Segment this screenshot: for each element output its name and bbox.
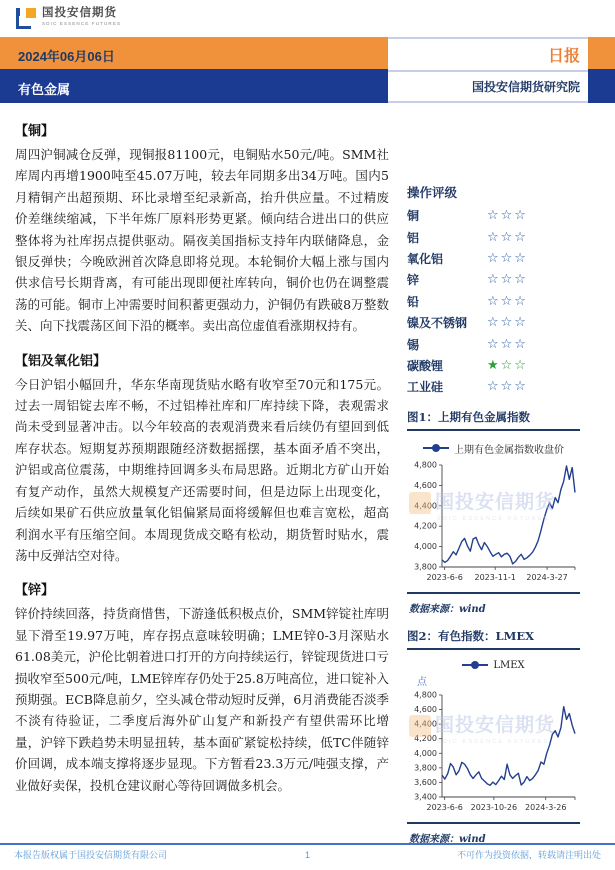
company-name-en: SDIC ESSENCE FUTURES xyxy=(42,20,122,26)
header-box xyxy=(388,37,588,103)
svg-text:3,800: 3,800 xyxy=(414,562,437,572)
svg-text:4,400: 4,400 xyxy=(414,719,437,729)
footer-disclaimer: 不可作为投资依据，转载请注明出处 xyxy=(456,850,601,860)
section-heading: 【铜】 xyxy=(15,124,55,139)
rating-row xyxy=(407,226,580,247)
y-axis-unit: 点 xyxy=(417,676,427,688)
star-rating-icons: ☆☆☆ xyxy=(487,315,528,331)
section-body: 周四沪铜减仓反弹，现铜报81100元，电铜贴水50元/吨。SMM社库周内再增1900吨至45.07万吨，较去年同期多出34万吨。国内5月精铜产出超预期、环比录增至纪录新高，抬升供应量。不过精废价差继续缩减，下半年炼厂原料形势更紧。倾向结合进出口的供应整体将为社库拐点提供驱动。隔夜美国指标支持年内联储降息，金银反弹快；今晚欧洲首次降息即将兑现。本轮铜价大幅上涨与国内供求信号长期背离，有可能出现即便社库转向，铜价也仍在调整震荡的可能。铜市上冲需要时间积蓄更强动力，沪铜仍有跌破8万整数关、向下找震荡区间下沿的概率。卖出高位虚值看涨期权持有。 xyxy=(15,147,389,334)
line-chart xyxy=(407,458,580,592)
legend-line-icon xyxy=(423,447,449,449)
commentary-column xyxy=(15,120,389,796)
report-date: 2024年06月06日 xyxy=(18,49,115,64)
rating-row xyxy=(407,312,580,333)
report-type: 日报 xyxy=(547,48,580,65)
figures-area xyxy=(407,409,580,847)
watermark-text: 国投安信期货 xyxy=(435,715,556,737)
svg-text:3,600: 3,600 xyxy=(414,777,437,787)
legend-dot-icon xyxy=(471,661,479,669)
figure xyxy=(407,628,580,847)
rating-row xyxy=(407,376,580,397)
rating-item-name: 锌 xyxy=(407,273,420,288)
company-logo xyxy=(16,8,121,29)
legend-dot-icon xyxy=(432,444,440,452)
svg-text:2023-10-26: 2023-10-26 xyxy=(470,802,518,812)
rating-row xyxy=(407,291,580,312)
star-rating-icons: ☆☆☆ xyxy=(487,250,528,266)
figure-title: 图1：上期有色金属指数 xyxy=(407,409,531,424)
rating-item-name: 铜 xyxy=(407,209,420,224)
star-rating-icons: ☆☆☆ xyxy=(487,229,528,245)
sidebar-column xyxy=(407,183,580,847)
rating-row xyxy=(407,269,580,290)
chart-series-line xyxy=(442,706,575,785)
ratings-panel xyxy=(407,183,580,398)
svg-text:2023-11-1: 2023-11-1 xyxy=(474,572,516,582)
top-strip xyxy=(0,0,615,37)
star-rating-icons: ☆☆☆ xyxy=(487,293,528,309)
star-rating-icons: ☆☆☆ xyxy=(487,272,528,288)
section-heading: 【锌】 xyxy=(15,583,55,599)
data-source: 数据来源：wind xyxy=(409,603,486,615)
page-number: 1 xyxy=(304,849,311,860)
rating-item-name: 锡 xyxy=(407,337,420,352)
rating-item-name: 铅 xyxy=(407,294,420,309)
star-rating-icons: ☆☆☆ xyxy=(487,379,528,395)
svg-text:4,600: 4,600 xyxy=(414,480,437,490)
rating-item-name: 碳酸锂 xyxy=(407,358,444,373)
section-heading: 【铝及氧化铝】 xyxy=(15,353,107,369)
star-rating-icons: ★☆☆ xyxy=(487,357,528,373)
page-footer xyxy=(0,843,615,861)
watermark-subtext: SDIC ESSENCE FUTURES xyxy=(437,738,550,745)
svg-text:4,200: 4,200 xyxy=(414,733,437,743)
rating-row xyxy=(407,248,580,269)
rating-item-name: 镍及不锈钢 xyxy=(407,316,468,331)
footer-copyright: 本报告版权属于国投安信期货有限公司 xyxy=(14,850,168,860)
ratings-title: 操作评级 xyxy=(407,185,458,200)
svg-text:4,800: 4,800 xyxy=(414,690,437,700)
legend-label: LMEX xyxy=(493,659,525,671)
chart-area xyxy=(407,431,580,592)
watermark-text: 国投安信期货 xyxy=(435,492,556,514)
svg-text:3,400: 3,400 xyxy=(414,792,437,802)
rating-item-name: 铝 xyxy=(407,230,420,245)
chart-legend xyxy=(407,660,580,671)
svg-text:2024-3-27: 2024-3-27 xyxy=(526,572,568,582)
line-chart xyxy=(407,688,580,822)
rating-item-name: 氧化铝 xyxy=(407,251,444,266)
svg-text:4,200: 4,200 xyxy=(414,521,437,531)
company-logo-icon xyxy=(16,8,36,29)
rating-row xyxy=(407,205,580,226)
svg-text:3,800: 3,800 xyxy=(414,762,437,772)
figure xyxy=(407,409,580,617)
watermark-subtext: SDIC ESSENCE FUTURES xyxy=(437,515,550,522)
svg-text:4,000: 4,000 xyxy=(414,748,437,758)
chart-series-line xyxy=(442,466,575,564)
section-body: 锌价持续回落，持货商惜售，下游逢低积极点价，SMM锌锭社库明显下滑至19.97万吨，库存拐点意味较明确；LME锌0-3月深贴水61.08美元，沪伦比朝着进口打开的方向持续运行，锌锭现货进口亏损收窄至500元/吨，LME锌库存仍处于25.8万吨高位，进口锭补入预期强。ECB降息前夕，空头减仓带动短时反弹，6月消费能否淡季不淡有待验证，二季度后海外矿山复产和新投产有望供需环比增量，沪锌下跌趋势未明显扭转，基本面矿紧锭松持续，低TC伴随锌价回调，成本端支撑将逐步显现。下方暂看23.3万元/吨强支撑，产业做好卖保，投机仓建议耐心等待回调做多机会。 xyxy=(15,606,389,793)
svg-text:4,600: 4,600 xyxy=(414,704,437,714)
research-institute: 国投安信期货研究院 xyxy=(471,80,580,94)
legend-line-icon xyxy=(462,664,488,666)
rating-item-name: 工业硅 xyxy=(407,380,444,395)
svg-text:2024-3-26: 2024-3-26 xyxy=(525,802,567,812)
company-name: 国投安信期货 xyxy=(42,7,117,19)
section-body: 今日沪铝小幅回升，华东华南现货贴水略有收窄至70元和175元。过去一周铝锭去库不畅，不过铝棒社库和厂库持续下降，表观需求尚未受到显著冲击。以今年较高的表观消费来看后续仍有望回到低库存状态。短期复苏预期跟随经济数据摇摆，基本面矛盾不突出，沪铝或高位震荡，中期维持回调多头布局思路。近期北方矿山开始有复产动作，虽然大规模复产还需要时间，但是边际上出现变化，后续如果矿石供应放量氧化铝偏紧局面将缓解但也难言宽松，超高利润水平有压缩空间。本周现货成交略有松动，期货暂时贴水，震荡中反弹沽空对待。 xyxy=(15,376,389,563)
svg-text:2023-6-6: 2023-6-6 xyxy=(426,572,463,582)
svg-text:4,800: 4,800 xyxy=(414,460,437,470)
svg-text:4,000: 4,000 xyxy=(414,541,437,551)
svg-text:4,400: 4,400 xyxy=(414,500,437,510)
rating-row xyxy=(407,333,580,354)
data-source: 数据来源：wind xyxy=(409,833,486,845)
rating-row xyxy=(407,355,580,376)
figure-title: 图2：有色指数：LMEX xyxy=(407,628,535,643)
chart-area xyxy=(407,650,580,822)
star-rating-icons: ☆☆☆ xyxy=(487,208,528,224)
report-category: 有色金属 xyxy=(18,82,71,97)
svg-text:2023-6-6: 2023-6-6 xyxy=(426,802,463,812)
star-rating-icons: ☆☆☆ xyxy=(487,336,528,352)
chart-legend xyxy=(407,441,580,456)
legend-label: 上期有色金属指数收盘价 xyxy=(454,444,564,456)
